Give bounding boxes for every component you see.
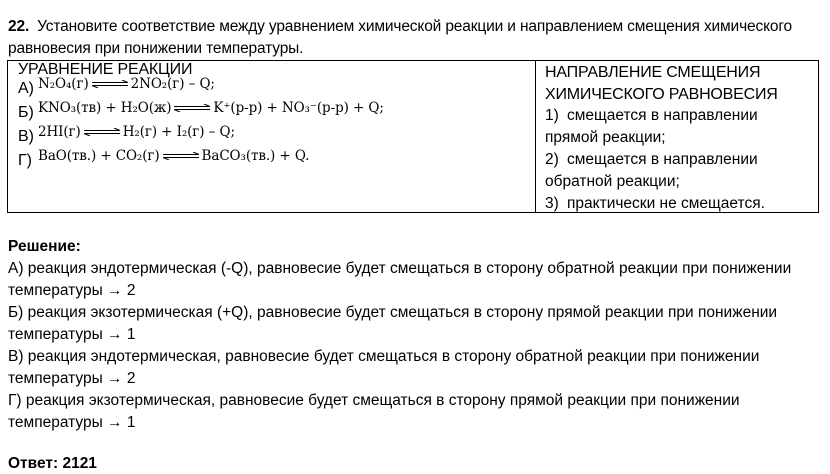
equation-rhs: BaCO₃(тв.) + Q. bbox=[201, 147, 310, 164]
equations-column bbox=[8, 61, 536, 213]
equation-letter: В) bbox=[18, 128, 34, 145]
solution-heading: Решение: bbox=[8, 238, 81, 255]
solution-block bbox=[8, 236, 824, 434]
equation-rhs: 2NO₂(г) – Q; bbox=[130, 75, 215, 92]
equation-lhs: BaO(тв.) + CO₂(г) bbox=[38, 147, 160, 164]
option-number: 1) bbox=[545, 107, 559, 124]
equation-formula bbox=[38, 99, 384, 116]
option-number: 2) bbox=[545, 151, 559, 168]
option-text: смещается в направлении прямой реакции; bbox=[545, 107, 758, 146]
equation-formula bbox=[38, 123, 235, 140]
equation-rhs: K⁺(р-р) + NO₃⁻(р-р) + Q; bbox=[213, 99, 384, 116]
equilibrium-arrow-icon bbox=[91, 80, 129, 88]
equation-lhs: 2HI(г) bbox=[38, 123, 81, 140]
equation-lhs: KNO₃(тв) + H₂O(ж) bbox=[38, 99, 172, 116]
directions-header: НАПРАВЛЕНИЕ СМЕЩЕНИЯ ХИМИЧЕСКОГО РАВНОВЕСИЯ bbox=[545, 64, 778, 103]
equilibrium-arrow-icon bbox=[83, 128, 121, 136]
solution-line-g: Г) реакция экзотермическая, равновесие будет смещаться в сторону прямой реакции при понижении температуры → 1 bbox=[8, 392, 740, 431]
solution-line-b: Б) реакция экзотермическая (+Q), равновесие будет смещаться в сторону прямой реакции при понижении температуры → 1 bbox=[8, 304, 778, 343]
equation-letter: А) bbox=[18, 80, 34, 97]
equation-lhs: N₂O₄(г) bbox=[38, 75, 89, 92]
equation-formula bbox=[38, 147, 310, 164]
option-text: смещается в направлении обратной реакции; bbox=[545, 151, 758, 190]
option-2 bbox=[545, 149, 795, 193]
equations-header: УРАВНЕНИЕ РЕАКЦИИ bbox=[18, 61, 193, 78]
solution-line-a: А) реакция эндотермическая (-Q), равновесие будет смещаться в сторону обратной реакции при понижении температуры → 2 bbox=[8, 260, 792, 299]
equilibrium-arrow-icon bbox=[173, 104, 211, 112]
option-3 bbox=[545, 193, 795, 215]
equation-rhs: H₂(г) + I₂(г) – Q; bbox=[122, 123, 235, 140]
option-text: практически не смещается. bbox=[567, 195, 765, 212]
equilibrium-arrow-icon bbox=[162, 152, 200, 160]
directions-column bbox=[536, 61, 819, 213]
answer-line: Ответ: 2121 bbox=[8, 455, 97, 472]
option-number: 3) bbox=[545, 195, 559, 212]
task-number: 22. bbox=[8, 18, 30, 35]
equation-letter: Б) bbox=[18, 104, 34, 121]
matching-table bbox=[7, 60, 819, 213]
task-text: Установите соответствие между уравнением химической реакции и направлением смещения химического равновесия при понижении температуры. bbox=[8, 18, 792, 57]
equation-formula bbox=[38, 75, 215, 92]
equation-letter: Г) bbox=[18, 152, 32, 169]
solution-line-v: В) реакция эндотермическая, равновесие будет смещаться в сторону обратной реакции при понижении температуры → 2 bbox=[8, 348, 760, 387]
equation-row-g bbox=[18, 147, 310, 175]
task-statement bbox=[8, 16, 824, 60]
option-1 bbox=[545, 105, 795, 149]
